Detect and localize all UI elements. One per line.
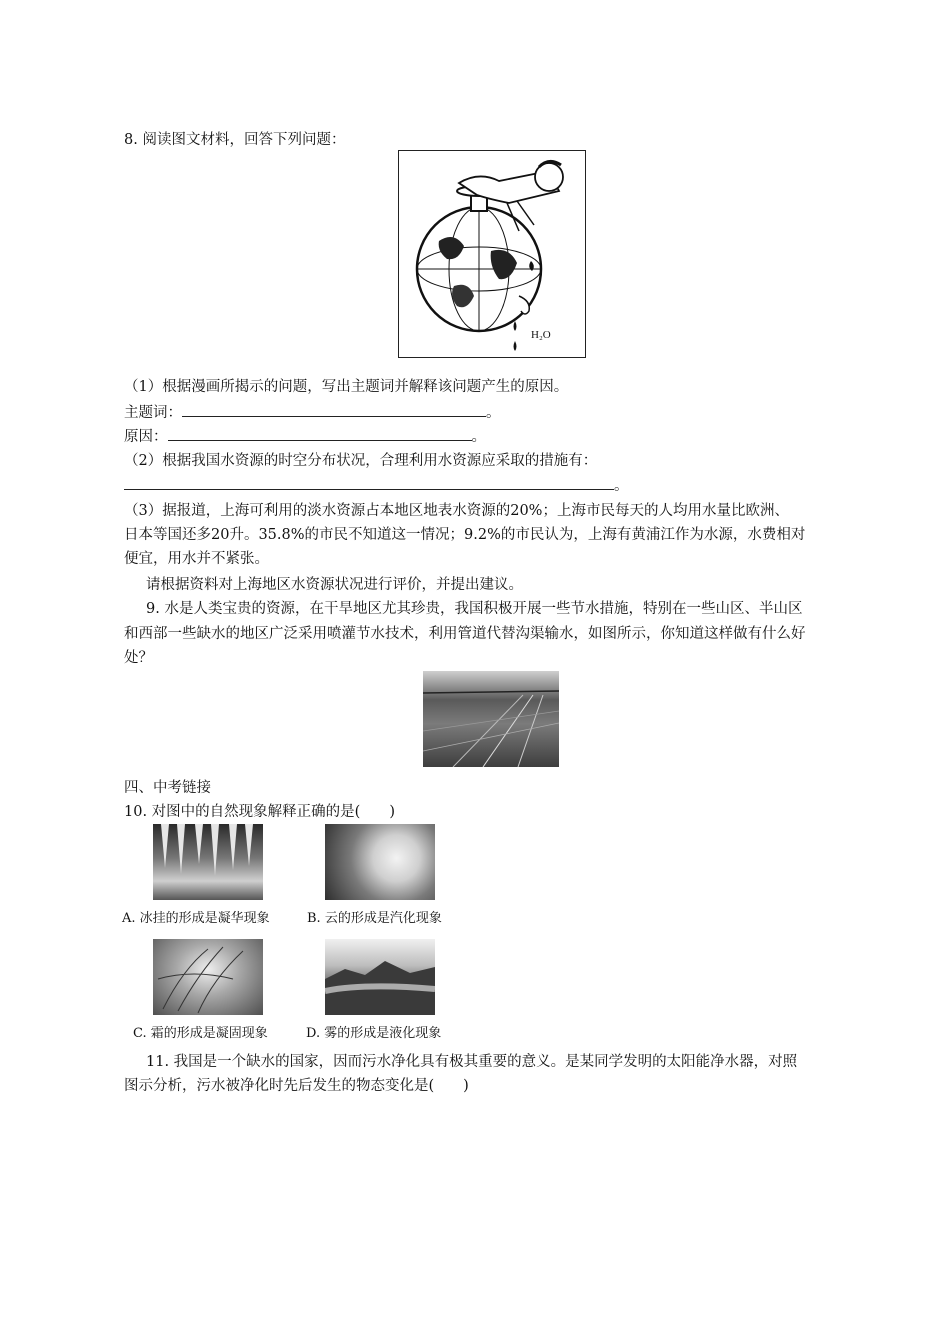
topic-label: 主题词： bbox=[124, 405, 182, 421]
option-b[interactable]: B. 云的形成是汽化现象 bbox=[307, 911, 442, 926]
q8-sub3-ask: 请根据资料对上海地区水资源状况进行评价，并提出建议。 bbox=[146, 577, 523, 593]
globe-faucet-illustration bbox=[399, 151, 585, 357]
measures-period: 。 bbox=[614, 478, 629, 494]
h2o-label: H₂O bbox=[531, 329, 551, 341]
measures-row bbox=[124, 475, 629, 496]
water-cartoon-figure bbox=[398, 150, 586, 358]
measures-answer-blank[interactable] bbox=[124, 475, 614, 490]
topic-answer-blank[interactable] bbox=[182, 402, 486, 417]
fog-mountain-drawing bbox=[325, 939, 435, 1015]
q8-sub3-line1: （3）据报道，上海可利用的淡水资源占本地区地表水资源的20%；上海市民每天的人均用水量比欧洲、 bbox=[124, 503, 789, 519]
q9-line2: 和西部一些缺水的地区广泛采用喷灌节水技术，利用管道代替沟渠输水，如图所示，你知道这样做有什么好 bbox=[124, 626, 806, 642]
fog-photo bbox=[325, 939, 435, 1015]
sprinkler-irrigation-photo bbox=[423, 671, 559, 767]
topic-period: 。 bbox=[486, 405, 501, 421]
option-a[interactable]: A. 冰挂的形成是凝华现象 bbox=[122, 911, 270, 926]
q8-sub3-line3: 便宜，用水并不紧张。 bbox=[124, 551, 269, 567]
cloud-photo bbox=[325, 824, 435, 900]
q9-line3: 处？ bbox=[124, 650, 153, 666]
q8-sub2: （2）根据我国水资源的时空分布状况，合理利用水资源应采取的措施有： bbox=[124, 453, 598, 469]
option-d[interactable]: D. 雾的形成是液化现象 bbox=[306, 1026, 442, 1041]
q8-title: 8. 阅读图文材料，回答下列问题： bbox=[124, 132, 346, 148]
reason-answer-blank[interactable] bbox=[168, 426, 472, 441]
reason-period: 。 bbox=[471, 429, 486, 445]
frost-photo bbox=[153, 939, 263, 1015]
q8-sub3-line2: 日本等国还多20升。35.8%的市民不知道这一情况；9.2%的市民认为，上海有黄浦江作为水源，水费相对 bbox=[124, 527, 806, 543]
icicle-photo bbox=[153, 824, 263, 900]
option-c[interactable]: C. 霜的形成是凝固现象 bbox=[133, 1026, 268, 1041]
icicle-drawing bbox=[153, 824, 263, 900]
q11-line2: 图示分析，污水被净化时先后发生的物态变化是( ) bbox=[124, 1078, 469, 1094]
q8-sub1: （1）根据漫画所揭示的问题，写出主题词并解释该问题产生的原因。 bbox=[124, 379, 569, 395]
reason-label: 原因： bbox=[124, 429, 168, 445]
q10-stem: 10. 对图中的自然现象解释正确的是( ) bbox=[124, 804, 395, 820]
section4-title: 四、中考链接 bbox=[124, 780, 211, 796]
q9-line1: 9. 水是人类宝贵的资源，在干旱地区尤其珍贵，我国积极开展一些节水措施，特别在一些山区、半山区 bbox=[146, 601, 803, 617]
topic-word-row bbox=[124, 402, 501, 423]
irrigation-field-drawing bbox=[423, 671, 559, 767]
reason-row bbox=[124, 426, 486, 447]
frost-drawing bbox=[153, 939, 263, 1015]
q11-line1: 11. 我国是一个缺水的国家，因而污水净化具有极其重要的意义。是某同学发明的太阳能净水器，对照 bbox=[146, 1054, 798, 1070]
